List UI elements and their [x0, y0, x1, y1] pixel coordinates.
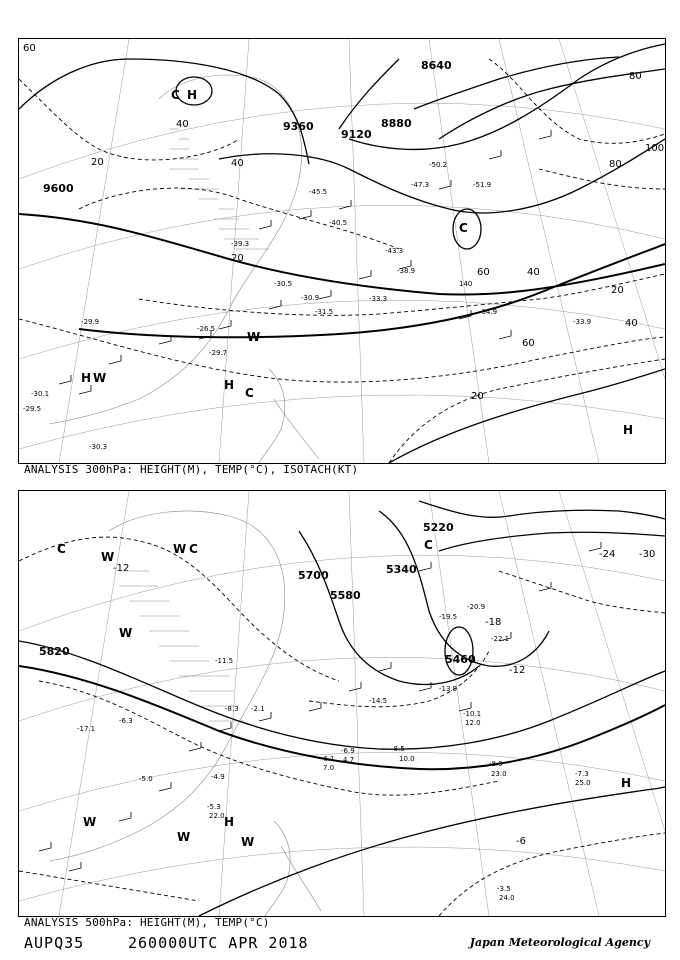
station-temp: -50.2: [429, 161, 448, 169]
pressure-center-label: H: [224, 378, 235, 392]
analysis-500hpa-map: [18, 490, 666, 917]
pressure-center-label: H: [623, 423, 634, 437]
pressure-center-label: W: [241, 835, 255, 849]
isotach-label: 20: [611, 285, 624, 296]
pressure-center-label: W: [93, 371, 107, 385]
isotherm-label: -18: [485, 617, 502, 628]
station-temp: -29.7: [209, 349, 228, 357]
station-temp: -45.5: [309, 188, 328, 196]
station-temp: -13.9: [439, 685, 458, 693]
station-temp: -22.1: [491, 635, 510, 643]
station-temp: -33.9: [573, 318, 592, 326]
station-dewpoint: 12.0: [465, 719, 481, 727]
station-temp: -11.5: [215, 657, 234, 665]
isotach-label: 20: [91, 157, 104, 168]
isotach-label: 20: [471, 391, 484, 402]
station-temp: -20.9: [467, 603, 486, 611]
station-temp: -30.5: [274, 280, 293, 288]
station-temp: -8.5: [391, 745, 405, 753]
pressure-center-label: H: [621, 776, 632, 790]
isotherm-label: -12: [509, 665, 526, 676]
isotach-label: 60: [522, 338, 535, 349]
isotach-label: 40: [527, 267, 540, 278]
latlon-grid-500: [19, 491, 665, 916]
station-temp: -34.9: [479, 308, 498, 316]
station-temp: -5.3: [207, 803, 221, 811]
station-temp: -8.9: [489, 760, 503, 768]
station-temp: -33.3: [369, 295, 388, 303]
station-temp: -29.9: [81, 318, 100, 326]
pressure-center-label: C: [171, 88, 180, 102]
station-temp: -47.3: [411, 181, 430, 189]
contour-label-9120: 9120: [341, 128, 372, 141]
isotherm-label: -6: [516, 836, 526, 847]
grid-label: 140: [459, 280, 473, 288]
station-dewpoint: 23.0: [491, 770, 507, 778]
latlon-grid-300: [19, 39, 665, 463]
station-temp: -3.5: [497, 885, 511, 893]
pressure-center-label: C: [245, 386, 254, 400]
contour-label-5820: 5820: [39, 645, 70, 658]
pressure-center-label: C: [459, 221, 468, 235]
station-temp: -6.1: [321, 755, 335, 763]
station-temp: -8.3: [225, 705, 239, 713]
station-temp: -4.9: [211, 773, 225, 781]
station-temp: -14.5: [369, 697, 388, 705]
land-500: [49, 511, 321, 916]
station-dewpoint: 7.0: [323, 764, 335, 772]
contour-label-9600: 9600: [43, 182, 74, 195]
station-temp: -26.5: [197, 325, 216, 333]
isotach-label: 100: [645, 143, 665, 154]
pressure-center-label: W: [119, 626, 133, 640]
pressure-center-label: W: [247, 330, 261, 344]
station-temp: -30.9: [301, 294, 320, 302]
pressure-center-label: C: [189, 542, 198, 556]
chart-code: AUPQ35: [24, 934, 85, 952]
isotherm-label: -30: [639, 549, 656, 560]
station-temp: -19.5: [439, 613, 458, 621]
caption-500hpa: ANALYSIS 500hPa: HEIGHT(M), TEMP(°C): [24, 916, 270, 929]
pressure-center-label: W: [83, 815, 97, 829]
station-temp: -5.0: [139, 775, 153, 783]
station-dewpoint: 25.0: [575, 779, 591, 787]
agency-name: Japan Meteorological Agency: [469, 936, 650, 949]
pressure-center-label: C: [57, 542, 66, 556]
station-temp: -30.3: [89, 443, 108, 451]
contour-label-5340: 5340: [386, 563, 417, 576]
contour-label-9360: 9360: [283, 120, 314, 133]
pressure-center-label: C: [424, 538, 433, 552]
isotach-label: 60: [477, 267, 490, 278]
pressure-center-label: W: [101, 550, 115, 564]
station-temp: -17.1: [77, 725, 96, 733]
station-temp: -39.3: [231, 240, 250, 248]
wind-barbs-300: [59, 130, 551, 394]
station-dewpoint: 4.7: [343, 756, 355, 764]
isotach-label: 80: [629, 71, 642, 82]
isotherm-label: -24: [599, 549, 616, 560]
isotach-label: 60: [23, 43, 36, 54]
station-temp: -2.1: [251, 705, 265, 713]
pressure-center-label: W: [177, 830, 191, 844]
station-temp: -31.5: [315, 308, 334, 316]
station-temp: -6.3: [119, 717, 133, 725]
pressure-center-label: H: [187, 88, 198, 102]
station-temp: -30.1: [31, 390, 50, 398]
station-temp: -29.5: [23, 405, 42, 413]
wind-barbs-500: [39, 542, 601, 871]
analysis-300hpa-map: [18, 38, 666, 464]
contour-label-5220: 5220: [423, 521, 454, 534]
isotach-label: 40: [176, 119, 189, 130]
station-temp: -38.9: [397, 267, 416, 275]
station-temp: -51.9: [473, 181, 492, 189]
contour-label-5460: 5460: [445, 653, 476, 666]
land-300: [49, 75, 319, 463]
pressure-center-label: H: [81, 371, 92, 385]
isotherm-label: -12: [113, 563, 130, 574]
contour-label-5700: 5700: [298, 569, 329, 582]
isotach-label: 20: [231, 253, 244, 264]
map-300hpa-svg: [19, 39, 665, 463]
station-dewpoint: 22.0: [209, 812, 225, 820]
station-temp: -10.1: [463, 710, 482, 718]
isotach-label: 80: [609, 159, 622, 170]
isotach-label: 40: [625, 318, 638, 329]
station-temp: -6.9: [341, 747, 355, 755]
caption-300hpa: ANALYSIS 300hPa: HEIGHT(M), TEMP(°C), ISOTACH(KT): [24, 463, 359, 476]
station-temp: -7.3: [575, 770, 589, 778]
contour-label-5580: 5580: [330, 589, 361, 602]
chart-valid-time: 260000UTC APR 2018: [128, 934, 309, 952]
pressure-center-label: H: [224, 815, 235, 829]
pressure-center-label: W: [173, 542, 187, 556]
contour-label-8640: 8640: [421, 59, 452, 72]
contour-label-8880: 8880: [381, 117, 412, 130]
height-contours-300: [19, 44, 665, 463]
isotach-label: 40: [231, 158, 244, 169]
station-temp: -43.3: [385, 247, 404, 255]
map-500hpa-svg: [19, 491, 665, 916]
station-dewpoint: 10.0: [399, 755, 415, 763]
station-temp: -40.5: [329, 219, 348, 227]
station-dewpoint: 24.0: [499, 894, 515, 902]
